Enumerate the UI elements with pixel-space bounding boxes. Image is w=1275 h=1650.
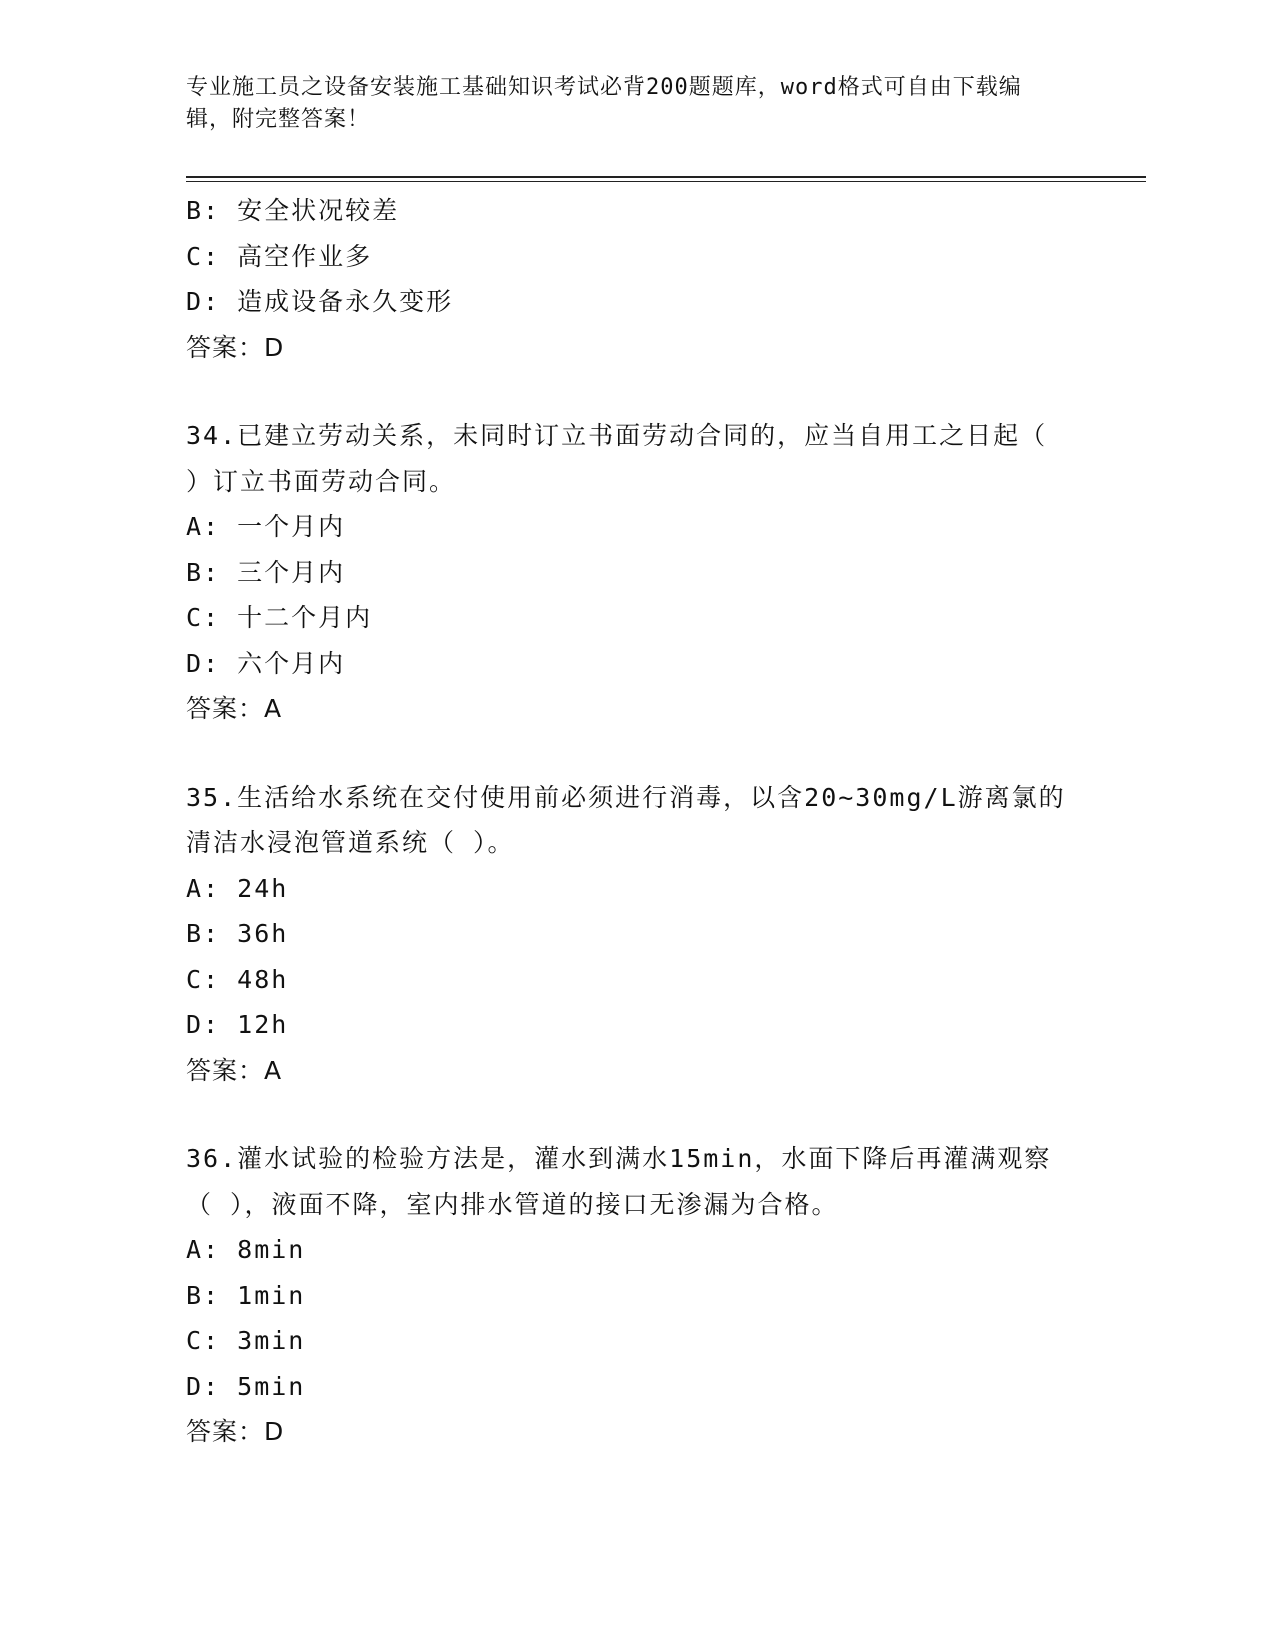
option-a: A: 8min: [186, 1235, 306, 1264]
option-c: C: 高空作业多: [186, 241, 373, 271]
question-block-35: [186, 775, 1086, 1094]
spacer: [186, 1093, 1086, 1136]
question-list: [186, 188, 1086, 1455]
option-c: C: 十二个月内: [186, 603, 373, 632]
option-b: B: 三个月内: [186, 557, 346, 587]
answer-line: 答案：D: [186, 332, 285, 362]
option-d: D: 12h: [186, 1010, 289, 1039]
answer-line: 答案：A: [186, 694, 283, 723]
question-block-33: [186, 188, 1086, 370]
option-b: B: 1min: [186, 1280, 306, 1310]
option-c: C: 48h: [186, 964, 289, 994]
question-block-36: [186, 1136, 1086, 1455]
question-text: 35.生活给水系统在交付使用前必须进行消毒，以含20~30mg/L游离氯的清洁水浸泡管道系统（ ）。: [186, 782, 1066, 857]
question-text: 36.灌水试验的检验方法是，灌水到满水15min，水面下降后再灌满观察（ ），液面不降，室内排水管道的接口无渗漏为合格。: [186, 1144, 1052, 1219]
answer-line: 答案：D: [186, 1417, 285, 1446]
option-a: A: 24h: [186, 873, 289, 903]
option-d: D: 六个月内: [186, 648, 346, 678]
question-block-34: [186, 413, 1086, 732]
option-b: B: 安全状况较差: [186, 196, 400, 225]
answer-line: 答案：A: [186, 1055, 283, 1085]
option-c: C: 3min: [186, 1326, 306, 1355]
option-d: D: 造成设备永久变形: [186, 287, 454, 316]
question-text: 34.已建立劳动关系，未同时订立书面劳动合同的，应当自用工之日起（ ）订立书面劳动合同。: [186, 421, 1048, 496]
spacer: [186, 370, 1086, 413]
header-divider-thin: [186, 181, 1146, 182]
option-a: A: 一个月内: [186, 512, 346, 541]
spacer: [186, 732, 1086, 775]
header-divider: [186, 176, 1146, 178]
option-b: B: 36h: [186, 919, 289, 948]
option-d: D: 5min: [186, 1371, 306, 1401]
document-header: 专业施工员之设备安装施工基础知识考试必背200题题库，word格式可自由下载编辑，附完整答案！: [186, 75, 1022, 132]
